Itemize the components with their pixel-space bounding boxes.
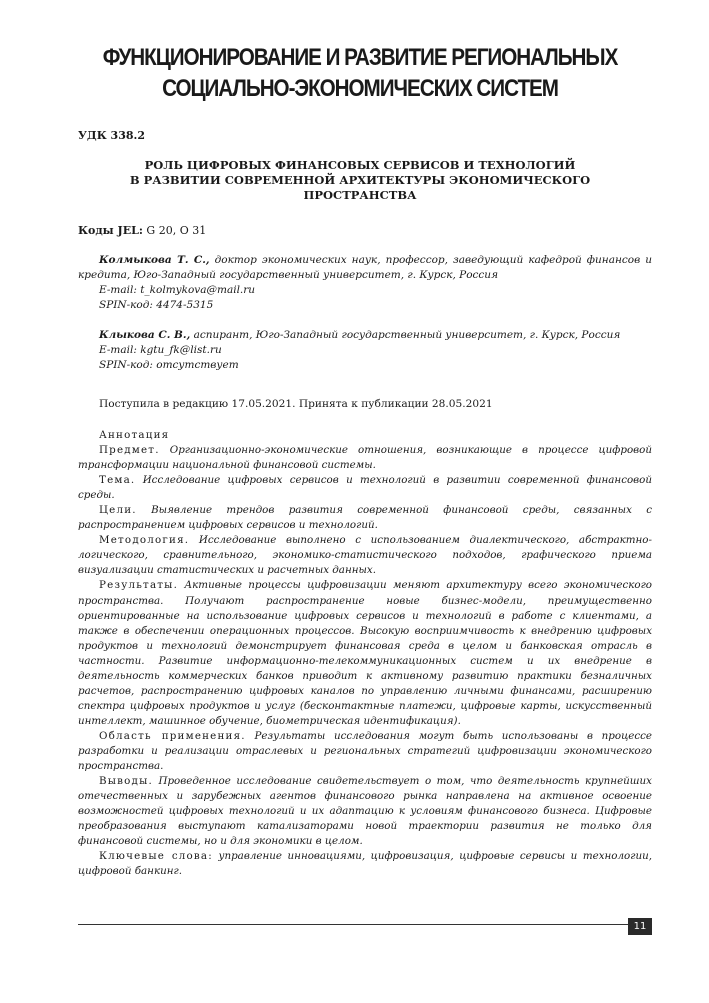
abstract-topic — [78, 473, 652, 503]
abstract — [78, 428, 652, 879]
abstract-keywords — [78, 849, 652, 879]
author-1-name: Колмыкова Т. С., — [99, 254, 210, 266]
keywords-text: управление инновациями, цифровизация, цифровые сервисы и технологии, цифровой банкинг. — [78, 850, 652, 878]
abstract-methodology — [78, 533, 652, 578]
abstract-heading — [78, 428, 652, 443]
page-number: 11 — [628, 918, 652, 935]
udk-code: УДК 338.2 — [78, 129, 145, 142]
keywords-label: Ключевые слова: — [99, 850, 213, 863]
topic-text: Исследование цифровых сервисов и технологий в развитии современной финансовой среды. — [78, 474, 652, 502]
conclusions-label: Выводы. — [99, 775, 153, 788]
abstract-heading-label: Аннотация — [99, 429, 170, 441]
footer-rule — [78, 924, 628, 925]
subject-label: Предмет. — [99, 444, 160, 457]
application-label: Область применения. — [99, 729, 246, 742]
topic-label: Тема. — [99, 474, 136, 487]
abstract-conclusions — [78, 774, 652, 849]
abstract-goals — [78, 503, 652, 533]
title-line-3: ПРОСТРАНСТВА — [303, 188, 417, 202]
abstract-application — [78, 729, 652, 774]
subject-text: Организационно-экономические отношения, возникающие в процессе цифровой трансформации национальной финансовой системы. — [78, 444, 652, 472]
goals-text: Выявление трендов развития современной финансовой среды, связанных с распространением цифровых сервисов и технологий. — [78, 504, 652, 532]
methodology-text: Исследование выполнено с использованием диалектического, абстрактно-логического, сравнительного, экономико-статистического подходов, графического приема визуализации статистических и расчетных данных. — [78, 534, 652, 577]
authors-block — [78, 253, 652, 373]
section-header-line-2: СОЦИАЛЬНО-ЭКОНОМИЧЕСКИХ СИСТЕМ — [162, 75, 558, 102]
section-header-line-1: ФУНКЦИОНИРОВАНИЕ И РАЗВИТИЕ РЕГИОНАЛЬНЫХ — [102, 44, 618, 71]
abstract-results — [78, 578, 652, 728]
goals-label: Цели. — [99, 504, 137, 517]
author-2-description: аспирант, Юго-Западный государственный университет, г. Курск, Россия — [190, 329, 621, 341]
author-1-spin: SPIN-код: 4474-5315 — [99, 299, 214, 311]
author-1-email: E-mail: t_kolmykova@mail.ru — [99, 284, 256, 296]
results-label: Результаты. — [99, 579, 179, 592]
author-2-email: E-mail: kgtu_fk@list.ru — [99, 344, 222, 356]
journal-section-header — [102, 42, 618, 104]
author-2-affiliation — [78, 328, 652, 343]
author-1-description: доктор экономических наук, профессор, заведующий кафедрой финансов и кредита, Юго-Западный государственный университет, г. Курск, Россия — [78, 254, 652, 281]
methodology-label: Методология. — [99, 534, 190, 547]
title-line-2: В РАЗВИТИИ СОВРЕМЕННОЙ АРХИТЕКТУРЫ ЭКОНОМИЧЕСКОГО — [129, 173, 591, 187]
author-2-name: Клыкова С. В., — [99, 329, 191, 341]
conclusions-text: Проведенное исследование свидетельствует о том, что деятельность крупнейших отечественных и зарубежных агентов финансового рынка направлена на активное освоение возможностей цифровых технологий и их адаптацию к условиям финансового бизнеса. Цифровые преобразования выступают катализаторами новой траектории развития не только для финансовой системы, но и для экономики в целом. — [78, 775, 652, 848]
abstract-subject — [78, 443, 652, 473]
application-text: Результаты исследования могут быть использованы в процессе разработки и реализации отраслевых и региональных стратегий цифровизации экономического пространства. — [78, 729, 652, 773]
jel-label: Коды JEL: — [78, 224, 143, 237]
article-title — [90, 158, 630, 203]
results-text: Активные процессы цифровизации меняют архитектуру всего экономического пространства. Получают распространение новые бизнес-модели, преимущественно ориентированные на использование цифровых сервисов и технологий в работе с клиентами, а также в обеспечении операционных процессов. Высокую восприимчивость к внедрению цифровых продуктов и технологий демонстрирует финансовая среда в целом и банковская отрасль в частности. Развитие информационно-телекоммуникационных систем и их внедрение в деятельность коммерческих банков приводит к активному развитию практики безналичных расчетов, распространению цифровых каналов по управлению личными финансами, расширению спектра цифровых продуктов и услуг (бесконтактные платежи, цифровые карты, искусственный интеллект, машинное обучение, биометрическая идентификация). — [78, 579, 652, 727]
received-dates: Поступила в редакцию 17.05.2021. Принята к публикации 28.05.2021 — [99, 398, 493, 410]
title-line-1: РОЛЬ ЦИФРОВЫХ ФИНАНСОВЫХ СЕРВИСОВ И ТЕХНОЛОГИЙ — [144, 158, 576, 172]
jel-value: G 20, O 31 — [142, 224, 207, 237]
author-2-spin: SPIN-код: отсутствует — [99, 359, 239, 371]
author-1-affiliation — [78, 253, 652, 283]
jel-codes — [78, 224, 206, 237]
